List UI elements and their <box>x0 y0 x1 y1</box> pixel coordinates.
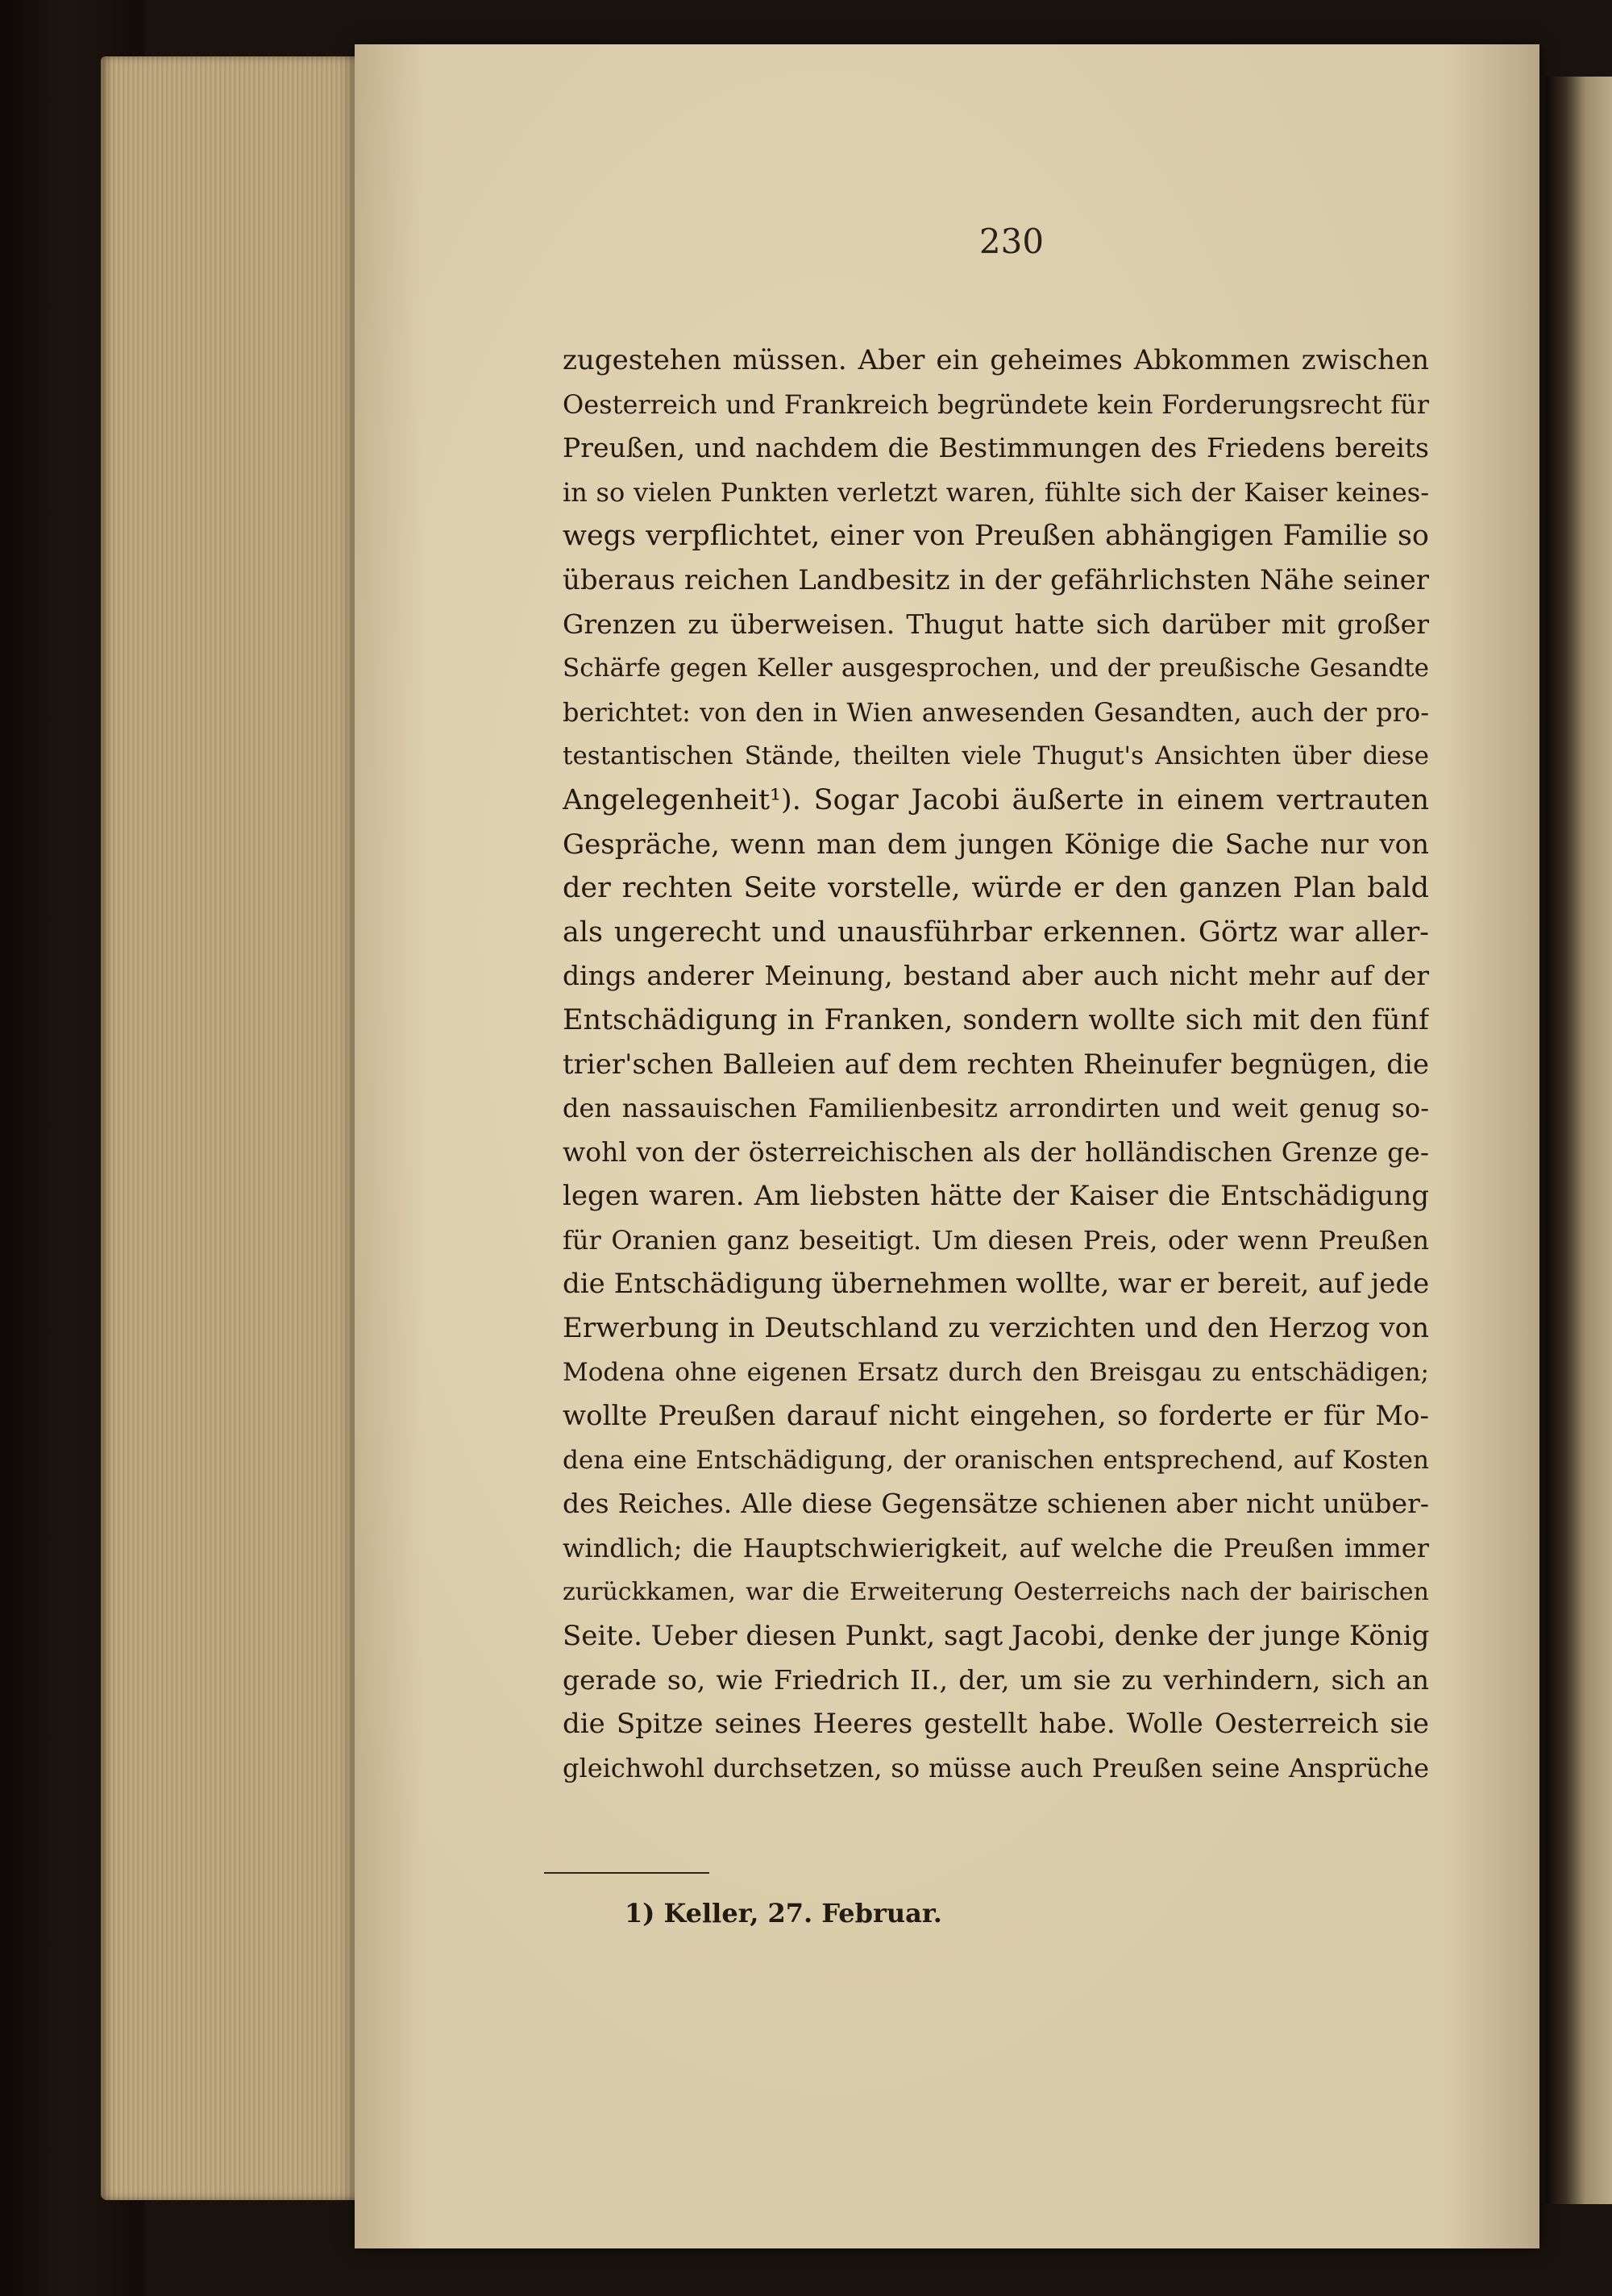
text-line: Seite. Ueber diesen Punkt, sagt Jacobi, denke der junge König <box>563 1620 1429 1653</box>
text-line: Grenzen zu überweisen. Thugut hatte sich darüber mit großer <box>563 608 1429 640</box>
text-line: Entschädigung in Franken, sondern wollte sich mit den fünf <box>563 1003 1429 1036</box>
facing-page-edge <box>1546 77 1612 2204</box>
text-line: zurückkamen, war die Erweiterung Oesterreichs nach der bairischen <box>563 1577 1429 1606</box>
text-line: überaus reichen Landbesitz in der gefährlichsten Nähe seiner <box>563 563 1429 596</box>
page-number: 230 <box>978 222 1045 261</box>
text-line: trier'schen Balleien auf dem rechten Rheinufer begnügen, die <box>563 1048 1429 1081</box>
text-line: die Spitze seines Heeres gestellt habe. Wolle Oesterreich sie <box>563 1708 1429 1741</box>
text-line: Preußen, und nachdem die Bestimmungen des Friedens bereits <box>563 432 1429 464</box>
text-line: dings anderer Meinung, bestand aber auch nicht mehr auf der <box>563 960 1429 992</box>
text-line: dena eine Entschädigung, der oranischen entsprechend, auf Kosten <box>563 1445 1429 1475</box>
text-line: der rechten Seite vorstelle, würde er den ganzen Plan bald <box>563 872 1429 905</box>
text-line: Oesterreich und Frankreich begründete kein Forderungsrecht für <box>563 388 1429 420</box>
body-text <box>563 338 1429 1791</box>
text-line: Angelegenheit¹). Sogar Jacobi äußerte in einem vertrauten <box>563 783 1429 816</box>
text-line: die Entschädigung übernehmen wollte, war er bereit, auf jede <box>563 1268 1429 1301</box>
text-line: Schärfe gegen Keller ausgesprochen, und der preußische Gesandte <box>563 654 1429 683</box>
book-page <box>355 44 1539 2248</box>
text-line: als ungerecht und unausführbar erkennen. Görtz war aller- <box>563 915 1429 949</box>
footnote: 1) Keller, 27. Februar. <box>625 1898 942 1929</box>
text-line: Erwerbung in Deutschland zu verzichten und den Herzog von <box>563 1312 1429 1345</box>
text-line: Modena ohne eigenen Ersatz durch den Breisgau zu entschädigen; <box>563 1357 1429 1387</box>
footnote-rule <box>544 1872 709 1874</box>
text-line: wohl von der österreichischen als der holländischen Grenze ge- <box>563 1136 1429 1168</box>
text-line: gleichwohl durchsetzen, so müsse auch Preußen seine Ansprüche <box>563 1753 1429 1783</box>
text-line: testantischen Stände, theilten viele Thugut's Ansichten über diese <box>563 741 1429 771</box>
text-line: berichtet: von den in Wien anwesenden Gesandten, auch der pro- <box>563 696 1429 728</box>
text-line: wollte Preußen darauf nicht eingehen, so forderte er für Mo- <box>563 1400 1429 1433</box>
text-line: zugestehen müssen. Aber ein geheimes Abkommen zwischen <box>563 344 1429 376</box>
text-line: den nassauischen Familienbesitz arrondirten und weit genug so- <box>563 1093 1429 1124</box>
text-line: für Oranien ganz beseitigt. Um diesen Preis, oder wenn Preußen <box>563 1224 1429 1256</box>
text-line: in so vielen Punkten verletzt waren, fühlte sich der Kaiser keines- <box>563 476 1429 508</box>
text-line: windlich; die Hauptschwierigkeit, auf welche die Preußen immer <box>563 1533 1429 1564</box>
text-line: wegs verpflichtet, einer von Preußen abhängigen Familie so <box>563 520 1429 553</box>
text-line: gerade so, wie Friedrich II., der, um sie zu verhindern, sich an <box>563 1663 1429 1696</box>
text-line: des Reiches. Alle diese Gegensätze schienen aber nicht unüber- <box>563 1488 1429 1520</box>
text-line: Gespräche, wenn man dem jungen Könige die Sache nur von <box>563 828 1429 861</box>
text-line: legen waren. Am liebsten hätte der Kaiser die Entschädigung <box>563 1180 1429 1213</box>
page-edges <box>101 56 359 2200</box>
